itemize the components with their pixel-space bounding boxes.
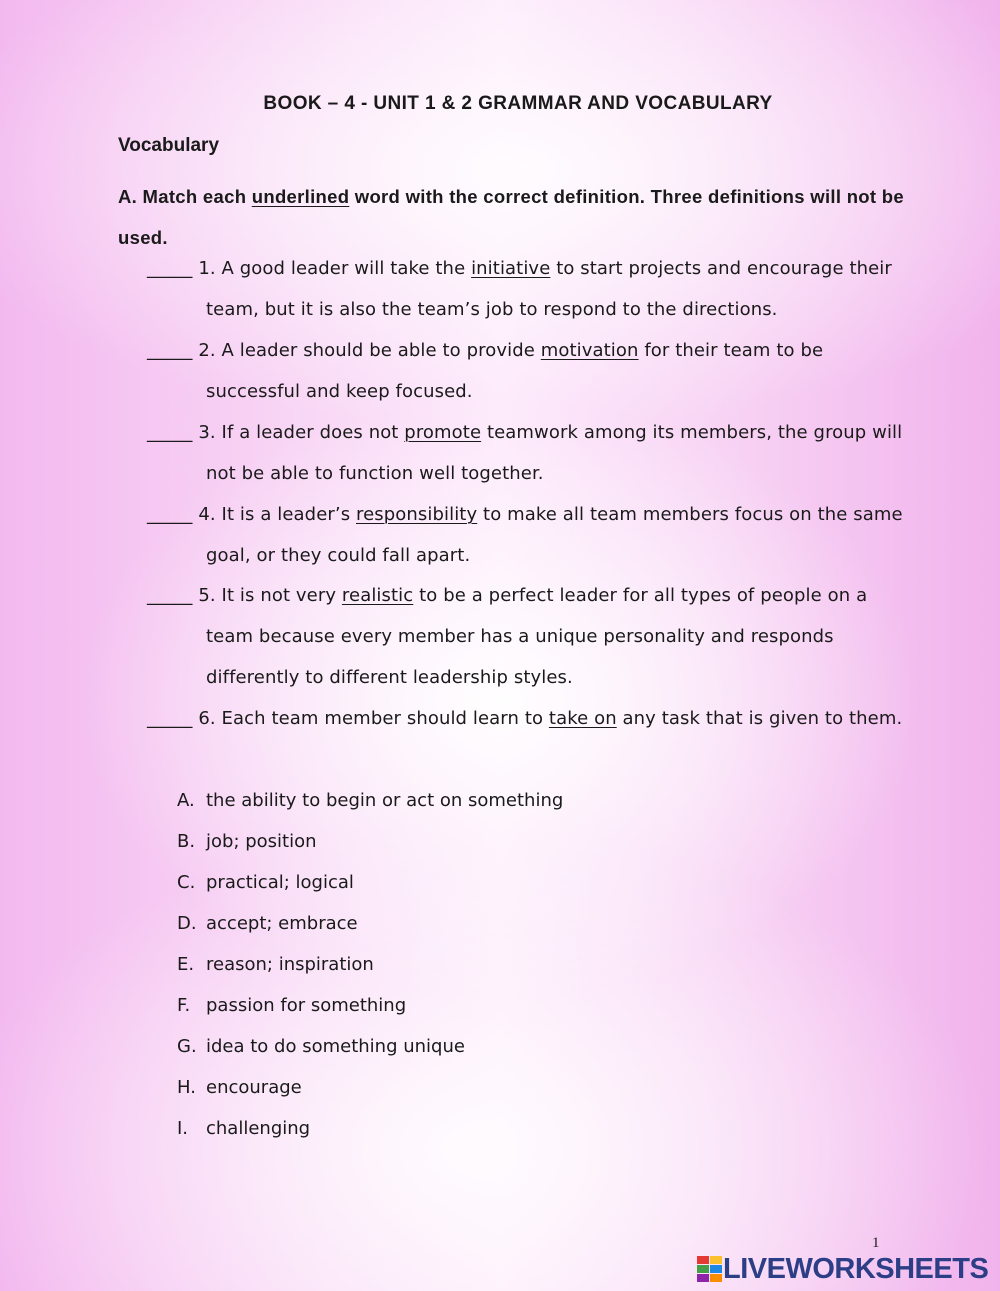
vocab-term: realistic (341, 585, 414, 606)
vocab-term: initiative (471, 258, 551, 279)
definition-option: D. accept; embrace (177, 913, 358, 934)
answer-blank[interactable]: _____ (147, 585, 193, 606)
definition-option: H. encourage (177, 1077, 302, 1098)
page-title: BOOK – 4 - UNIT 1 & 2 GRAMMAR AND VOCABULARY (263, 93, 773, 114)
definition-option: B. job; position (177, 831, 317, 852)
answer-blank[interactable]: _____ (147, 422, 193, 443)
definition-option: E. reason; inspiration (177, 954, 374, 975)
page-number: 1 (872, 1235, 880, 1251)
question-4: _____ 4. It is a leader’s responsibility to make all team members focus on the same goal, or they could fall apart. (147, 494, 927, 576)
brand-text: LIVEWORKSHEETS (723, 1252, 989, 1285)
answer-blank[interactable]: _____ (147, 708, 193, 729)
vocab-term: motivation (540, 340, 639, 361)
answer-blank[interactable]: _____ (147, 504, 193, 525)
answer-blank[interactable]: _____ (147, 258, 193, 279)
question-2: _____ 2. A leader should be able to provide motivation for their team to be successful and keep focused. (147, 330, 927, 412)
question-6: _____ 6. Each team member should learn to take on any task that is given to them. (147, 698, 927, 739)
definition-option: G. idea to do something unique (177, 1036, 465, 1057)
vocab-term: take on (548, 708, 617, 729)
definition-option: F. passion for something (177, 995, 407, 1016)
question-5: _____ 5. It is not very realistic to be a perfect leader for all types of people on a team because every member has a unique personality and responds differently to different leadership styles. (147, 575, 927, 698)
vocab-term: responsibility (356, 504, 478, 525)
answer-blank[interactable]: _____ (147, 340, 193, 361)
definition-list (177, 780, 563, 1149)
question-3: _____ 3. If a leader does not promote teamwork among its members, the group will not be able to function well together. (147, 412, 927, 494)
definition-option: C. practical; logical (177, 872, 354, 893)
definition-option: I. challenging (177, 1118, 311, 1139)
definition-option: A. the ability to begin or act on something (177, 790, 564, 811)
brand-blocks-icon (697, 1256, 721, 1282)
vocab-term: promote (404, 422, 482, 443)
section-heading: Vocabulary (118, 135, 220, 156)
instruction: A. Match each underlined word with the correct definition. Three definitions will not be used. (118, 186, 904, 248)
liveworksheets-logo[interactable] (697, 1253, 988, 1285)
question-1: _____ 1. A good leader will take the initiative to start projects and encourage their team, but it is also the team’s job to respond to the directions. (147, 248, 927, 330)
underlined-word: underlined (251, 186, 350, 207)
